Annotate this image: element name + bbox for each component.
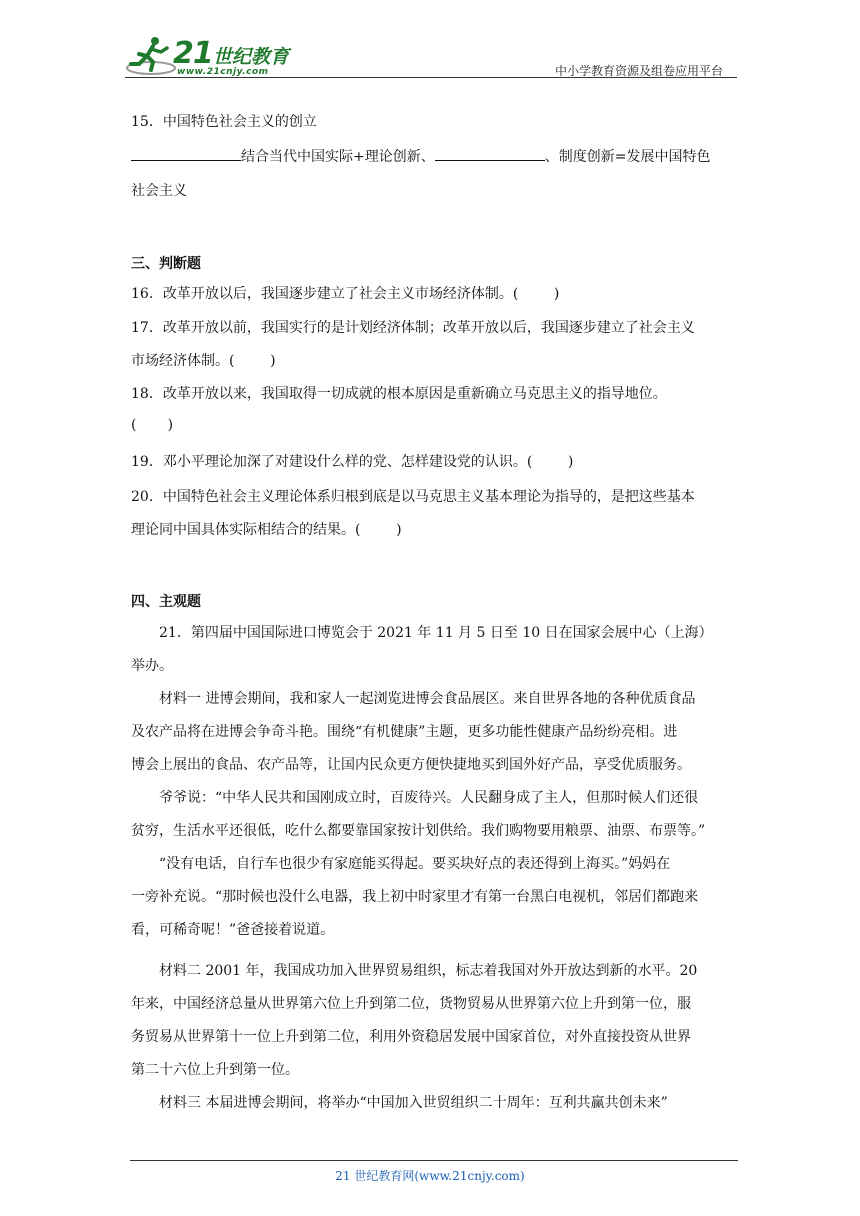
logo-url: www.21cnjy.com	[177, 67, 269, 77]
q15-blank-1[interactable]	[131, 146, 241, 161]
material1-line-2: 及农产品将在进博会争奇斗艳。围绕“有机健康”主题，更多功能性健康产品纷纷亮相。进	[131, 724, 678, 740]
material2-line-2: 年来，中国经济总量从世界第六位上升到第二位，货物贸易从世界第六位上升到第一位，服	[131, 996, 691, 1012]
material1-line-6: “没有电话，自行车也很少有家庭能买得起。要买块好点的表还得到上海买。”妈妈在	[159, 856, 671, 872]
q15-blank-2[interactable]	[435, 146, 545, 161]
q18-close: )	[167, 417, 174, 433]
q17-line2	[131, 350, 276, 370]
q16-close: )	[553, 286, 560, 302]
section3-heading: 三、判断题	[131, 256, 201, 272]
material1-line-8: 看，可稀奇呢！”爸爸接着说道。	[131, 922, 335, 938]
q21-line-2: 举办。	[131, 658, 173, 674]
q20-line1: 20．中国特色社会主义理论体系归根到底是以马克思主义基本理论为指导的，是把这些基本	[131, 489, 695, 505]
q15-part2: 、制度创新=发展中国特色	[544, 149, 711, 165]
q16-text: 16．改革开放以后，我国逐步建立了社会主义市场经济体制。(	[131, 286, 519, 302]
header-divider	[125, 77, 737, 78]
q19-text: 19．邓小平理论加深了对建设什么样的党、怎样建设党的认识。(	[131, 454, 533, 470]
material1-line-1: 材料一 进博会期间，我和家人一起浏览进博会食品展区。来自世界各地的各种优质食品	[159, 691, 696, 707]
header-platform-text: 中小学教育资源及组卷应用平台	[554, 64, 723, 78]
q20-text: 理论同中国具体实际相结合的结果。(	[131, 522, 361, 538]
q15-line3: 社会主义	[131, 183, 187, 199]
site-logo[interactable]	[125, 34, 305, 76]
q18-line2	[131, 417, 173, 433]
q18-open: (	[131, 417, 137, 433]
material2-line-3: 务贸易从世界第十一位上升到第二位，利用外资稳居发展中国家首位，对外直接投资从世界	[131, 1029, 691, 1045]
logo-number: 21	[173, 36, 213, 71]
q16	[131, 283, 559, 303]
q15-fill-line	[131, 146, 710, 166]
q15-part1: 结合当代中国实际+理论创新、	[241, 149, 435, 165]
logo-chinese: 世纪教育	[213, 46, 290, 68]
q19-close: )	[567, 454, 574, 470]
q20-line2	[131, 519, 402, 539]
q21-line-1: 21．第四届中国国际进口博览会于 2021 年 11 月 5 日至 10 日在国家会展中心（上海）	[159, 625, 713, 641]
q20-close: )	[396, 522, 402, 538]
material3-line-1: 材料三 本届进博会期间，将举办“中国加入世贸组织二十周年：互利共赢共创未来”	[159, 1095, 668, 1111]
footer-divider	[130, 1160, 738, 1161]
section4-heading: 四、主观题	[131, 594, 201, 610]
page-header	[125, 30, 737, 80]
q17-line1: 17．改革开放以前，我国实行的是计划经济体制；改革开放以后，我国逐步建立了社会主义	[131, 320, 695, 336]
material1-line-7: 一旁补充说。“那时候也没什么电器，我上初中时家里才有第一台黑白电视机，邻居们都跑来	[131, 889, 699, 905]
q18-line1: 18．改革开放以来，我国取得一切成就的根本原因是重新确立马克思主义的指导地位。	[131, 386, 667, 402]
runner-logo-icon	[125, 34, 177, 76]
material2-line-4: 第二十六位上升到第一位。	[131, 1062, 299, 1078]
material1-line-3: 博会上展出的食品、农产品等，让国内民众更方便快捷地买到国外好产品，享受优质服务。	[131, 757, 691, 773]
q17-close: )	[270, 353, 276, 369]
material1-line-4: 爷爷说：“中华人民共和国刚成立时，百废待兴。人民翻身成了主人，但那时候人们还很	[159, 790, 699, 806]
q15-title: 15．中国特色社会主义的创立	[131, 114, 317, 130]
material2-line-1: 材料二 2001 年，我国成功加入世界贸易组织，标志着我国对外开放达到新的水平。20	[159, 963, 698, 979]
q17-text: 市场经济体制。(	[131, 353, 235, 369]
material1-line-5: 贫穷，生活水平还很低，吃什么都要靠国家按计划供给。我们购物要用粮票、油票、布票等。”	[131, 823, 706, 839]
footer-text[interactable]: 21 世纪教育网(www.21cnjy.com)	[335, 1169, 525, 1183]
q19	[131, 451, 573, 471]
